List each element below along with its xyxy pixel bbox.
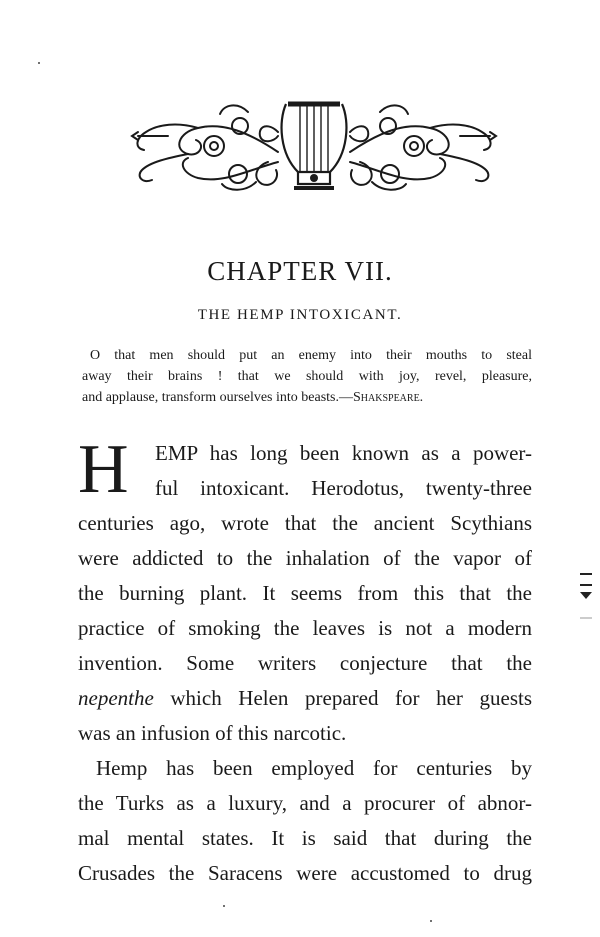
epigraph-text: and applause, transform ourselves into beasts.— [82,390,353,405]
text-line-rest: which Helen prepared for her guests [153,686,532,710]
body-text [78,431,532,891]
text-line: was an infusion of this narcotic. [78,721,347,745]
text-line: centuries ago, wrote that the ancient Scythians [78,511,532,535]
italic-word: nepenthe [78,686,154,710]
chapter-subtitle: THE HEMP INTOXICANT. [197,307,403,323]
epigraph-line [82,387,532,408]
text-line: the burning plant. It seems from this that the [78,581,532,605]
text-line: Crusades the Saracens were accustomed to drug [78,861,532,885]
epigraph-line: away their brains ! that we should with joy, revel, pleasure, [82,369,532,384]
text-line: ful intoxicant. Herodotus, twenty-three [155,476,532,500]
epigraph [82,345,532,408]
margin-registration-mark-icon [579,568,593,620]
text-line: mal mental states. It is said that during the [78,826,532,850]
text-line: the Turks as a luxury, and a procurer of abnor- [78,791,532,815]
lyre-scroll-headpiece-icon [128,92,500,196]
text-line: invention. Some writers conjecture that the [78,651,532,675]
text-line: were addicted to the inhalation of the vapor of [78,546,532,570]
drop-cap: H [78,431,129,508]
text-line: EMP has long been known as a power- [155,441,532,465]
text-line [78,681,532,716]
ink-speck [223,905,225,907]
text-line: practice of smoking the leaves is not a modern [78,616,532,640]
epigraph-attribution: Shakspeare. [353,390,424,405]
ink-speck [38,62,40,64]
ink-speck [430,920,432,922]
chapter-title: CHAPTER VII. [207,256,393,286]
epigraph-line: O that men should put an enemy into their mouths to steal [90,348,532,363]
text-line: Hemp has been employed for centuries by [96,756,532,780]
